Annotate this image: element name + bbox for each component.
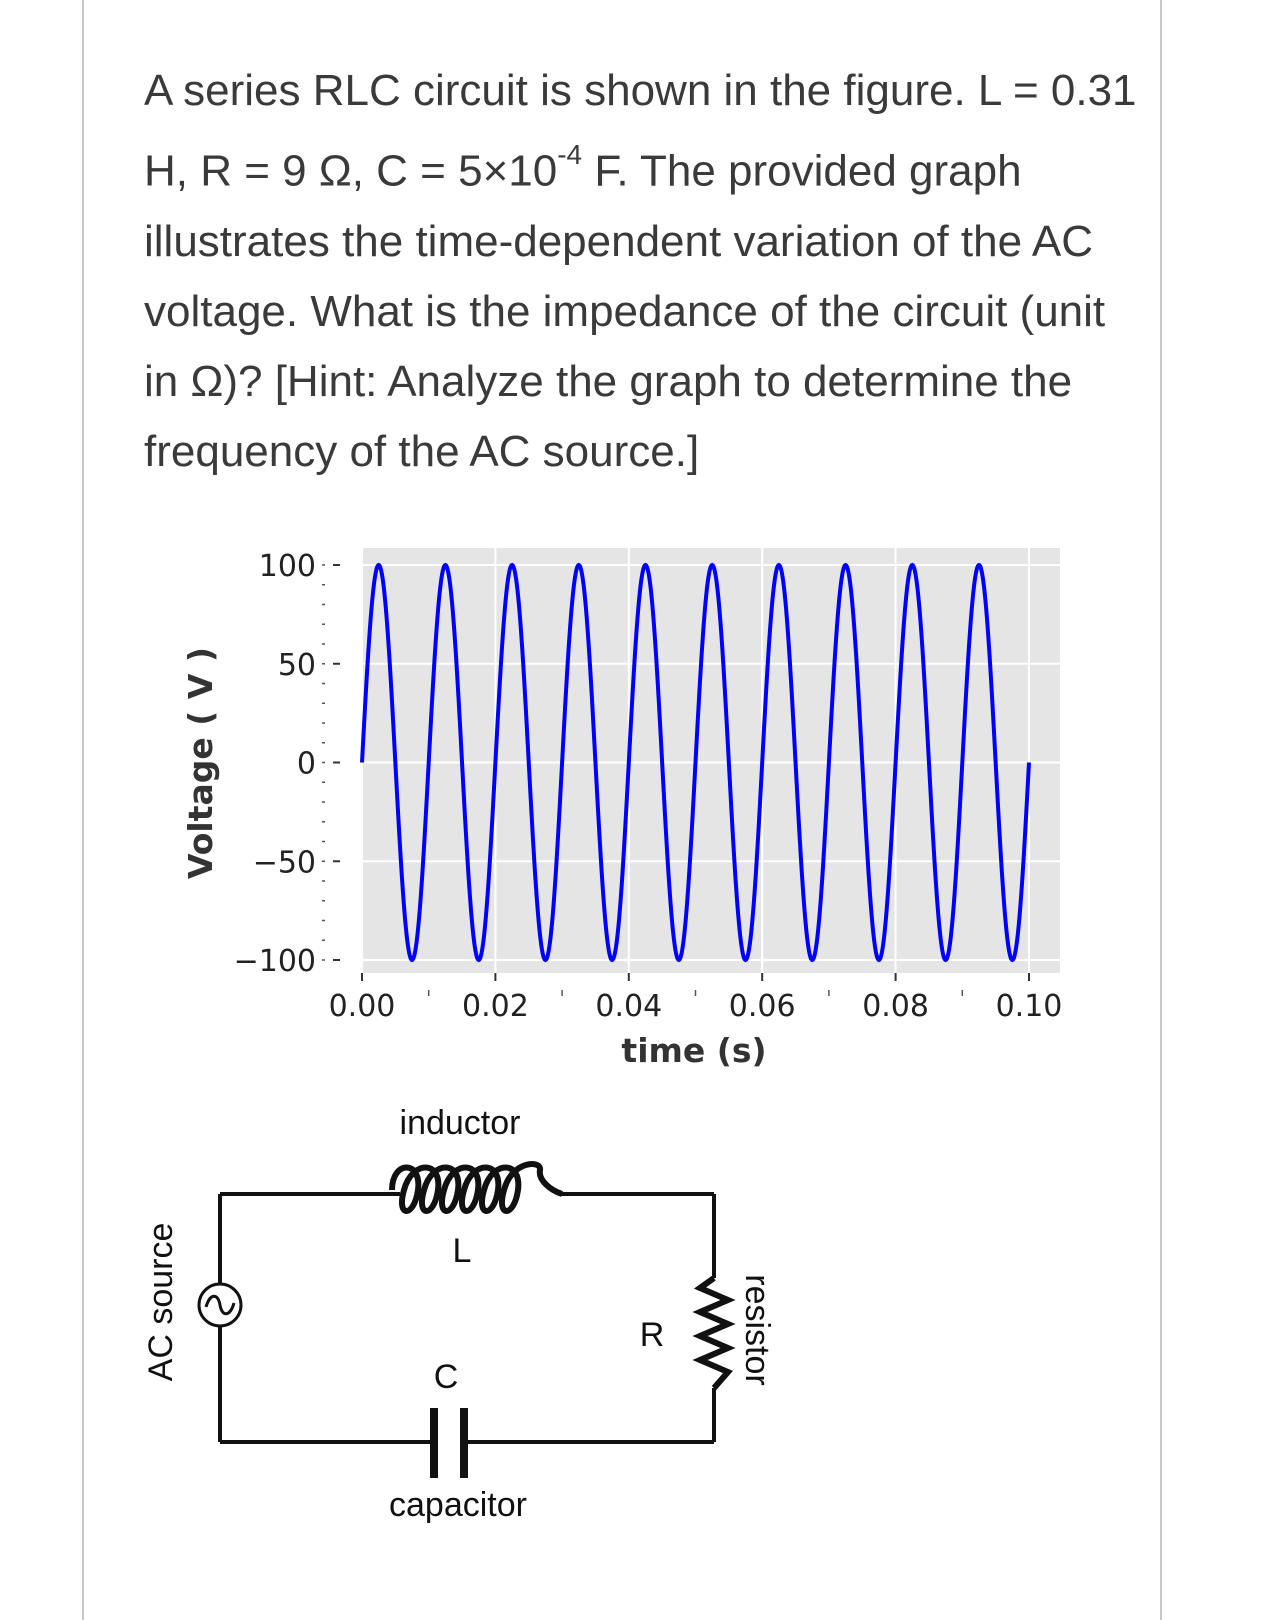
y-tick-label: 100 [258, 549, 316, 584]
x-tick-label: 0.06 [728, 989, 796, 1024]
sine-wave-icon [206, 1296, 234, 1314]
resistor-zigzag-icon [700, 1278, 728, 1388]
x-tick-label: 0.04 [595, 989, 663, 1024]
inductor-coil-icon [392, 1164, 562, 1211]
x-tick-label: 0.08 [862, 989, 929, 1024]
resistor-symbol: R [639, 1316, 665, 1354]
inductor-label: inductor [399, 1104, 521, 1142]
y-ticks [234, 549, 340, 979]
resistor-label: resistor [738, 1274, 776, 1386]
question-part1: A series RLC circuit is shown in the figure. L = 0.31 H, R = 9 Ω, C = 5×10 [144, 66, 1137, 196]
y-tick-label: −100 [233, 944, 316, 979]
voltage-chart [181, 548, 1062, 1070]
x-tick-label: 0.00 [328, 989, 396, 1024]
inductor-symbol: L [452, 1232, 472, 1270]
x-tick-label: 0.10 [995, 989, 1063, 1024]
ac-source-label: AC source [142, 1222, 180, 1382]
capacitor-label: capacitor [389, 1486, 527, 1524]
question-part2: F. The provided graph illustrates the time-dependent variation of the AC voltage. What is the impedance of the circuit (unit in Ω)? [Hint: Analyze the graph to determine the frequency of the AC source.] [144, 146, 1106, 476]
capacitor-symbol: C [433, 1358, 459, 1396]
x-axis-title: time (s) [621, 1031, 767, 1070]
x-tick-label: 0.02 [462, 989, 529, 1024]
x-ticks [329, 973, 1063, 1024]
y-tick-label: 0 [296, 746, 316, 782]
y-tick-label: 50 [277, 647, 316, 683]
y-axis-title: Voltage ( V ) [181, 647, 220, 879]
exponent: -4 [557, 139, 583, 170]
y-tick-label: −50 [252, 845, 316, 881]
